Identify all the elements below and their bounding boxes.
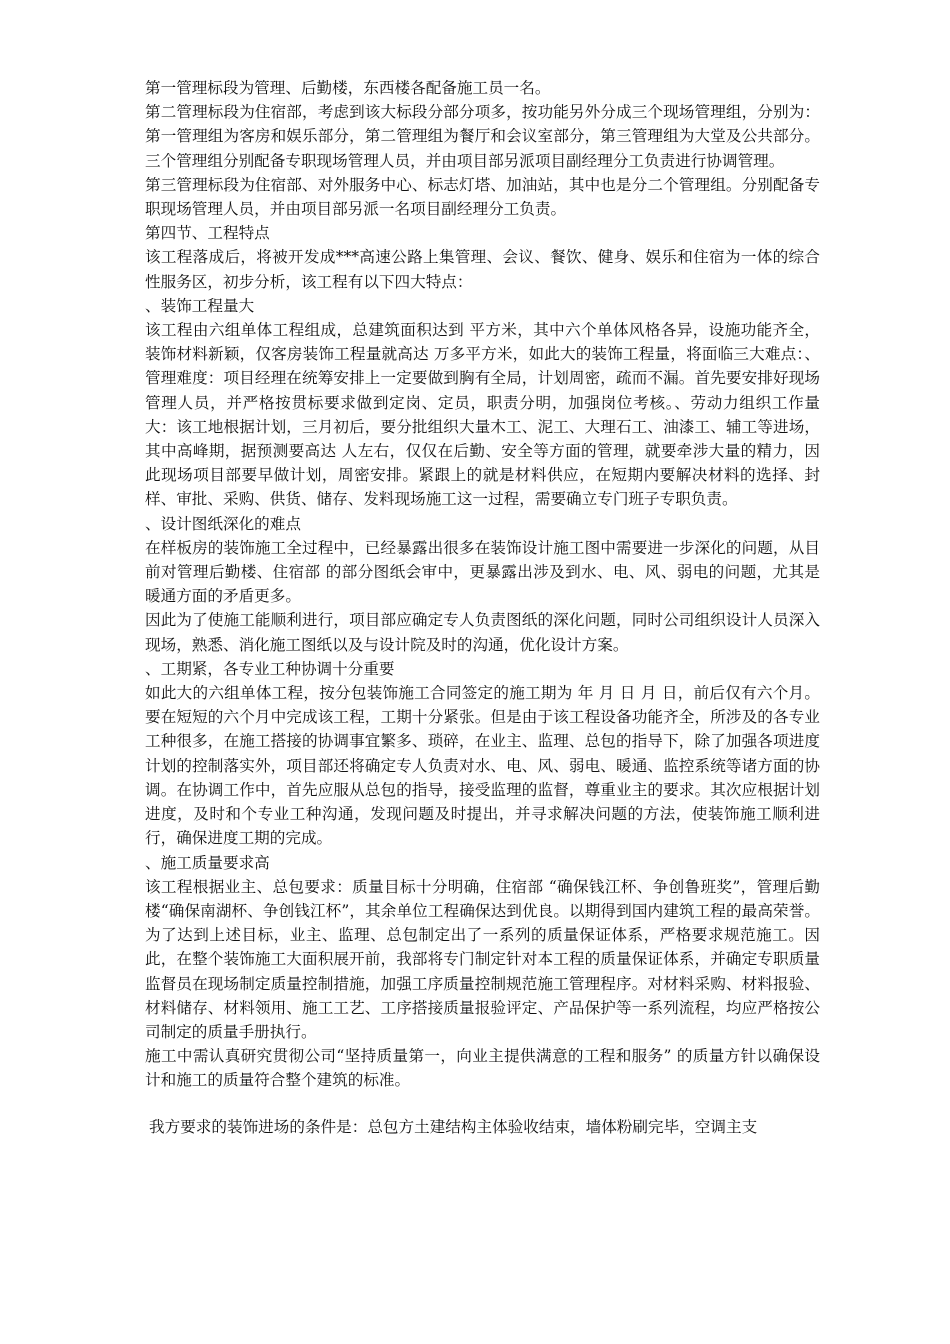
paragraph-gap: [145, 1093, 820, 1115]
subheading-drawing-deepening: 、设计图纸深化的难点: [145, 514, 301, 533]
section-heading-project-features: 第四节、工程特点: [145, 224, 270, 243]
paragraph-management-section-3: 第三管理标段为住宿部、对外服务中心、标志灯塔、加油站，其中也是分二个管理组。分别配备专职现场管理人员，并由项目部另派一名项目副经理分工负责。: [145, 175, 820, 219]
paragraph-quality-requirements: 该工程根据业主、总包要求：质量目标十分明确，住宿部 “确保钱江杯、争创鲁班奖”，管理后勤楼“确保南湖杯、争创钱江杯”，其余单位工程确保达到优良。以期得到国内建筑工程的最高荣誉。为了达到上述目标，业主、监理、总包制定出了一系列的质量保证体系，严格要求规范施工。因此，在整个装饰施工大面积展开前，我部将专门制定针对本工程的质量保证体系，并确定专职质量监督员在现场制定质量控制措施，加强工序质量控制规范施工管理程序。对材料采购、材料报验、材料储存、材料领用、施工工艺、工序搭接质量报验评定、产品保护等一系列流程，均应严格按公司制定的质量手册执行。: [145, 877, 820, 1041]
paragraph-quality-policy: 施工中需认真研究贯彻公司“坚持质量第一，向业主提供满意的工程和服务” 的质量方针以确保设计和施工的质量符合整个建筑的标准。: [145, 1047, 820, 1090]
paragraph-management-section-1: 第一管理标段为管理、后勤楼，东西楼各配备施工员一名。: [145, 79, 551, 97]
paragraph-schedule-coordination: 如此大的六组单体工程，按分包装饰施工合同签定的施工期为 年 月 日 月 日，前后仅有六个月。要在短短的六个月中完成该工程，工期十分紧张。但是由于该工程设备功能齐全，所涉及的各专业工种很多，在施工搭接的协调事宜繁多、琐碎，在业主、监理、总包的指导下，除了加强各项进度计划的控制落实外，项目部还将确定专人负责对水、电、风、弱电、暖通、监控系统等诸方面的协调。在协调工作中，首先应服从总包的指导，接受监理的监督，尊重业主的要求。其次应根据计划进度，及时和个专业工种沟通，发现问题及时提出，并寻求解决问题的方法，使装饰施工顺利进行，确保进度工期的完成。: [145, 684, 820, 848]
subheading-decoration-volume: 、装饰工程量大: [145, 296, 255, 315]
document-body: [145, 76, 820, 1139]
subheading-schedule-coordination: 、工期紧，各专业工种协调十分重要: [145, 659, 395, 678]
paragraph-project-overview: 该工程落成后，将被开发成***高速公路上集管理、会议、餐饮、健身、娱乐和住宿为一体的综合性服务区，初步分析，该工程有以下四大特点：: [145, 248, 820, 291]
paragraph-drawing-issues: 在样板房的装饰施工全过程中，已经暴露出很多在装饰设计施工图中需要进一步深化的问题，从目前对管理后勤楼、住宿部 的部分图纸会审中，更暴露出涉及到水、电、风、弱电的问题，尤其是暖通方面的矛盾更多。: [145, 538, 820, 606]
paragraph-management-section-2: 第二管理标段为住宿部，考虑到该大标段分部分项多，按功能另外分成三个现场管理组，分别为：第一管理组为客房和娱乐部分，第二管理组为餐厅和会议室部分，第三管理组为大堂及公共部分。三个管理组分别配备专职现场管理人员，并由项目部另派项目副经理分工负责进行协调管理。: [145, 103, 820, 170]
subheading-quality-requirements: 、施工质量要求高: [145, 853, 270, 872]
paragraph-entry-conditions: 我方要求的装饰进场的条件是：总包方土建结构主体验收结束，墙体粉刷完毕，空调主支: [149, 1117, 758, 1136]
paragraph-drawing-solution: 因此为了使施工能顺利进行，项目部应确定专人负责图纸的深化问题，同时公司组织设计人员深入现场，熟悉、消化施工图纸以及与设计院及时的沟通，优化设计方案。: [145, 611, 820, 654]
paragraph-decoration-volume: 该工程由六组单体工程组成，总建筑面积达到 平方米，其中六个单体风格各异，设施功能齐全，装饰材料新颖，仅客房装饰工程量就高达 万多平方米，如此大的装饰工程量，将面临三大难点：、管理难度：项目经理在统筹安排上一定要做到胸有全局，计划周密，疏而不漏。首先要安排好现场管理人员，并严格按贯标要求做到定岗、定员，职责分明，加强岗位考核。、劳动力组织工作量大：该工地根据计划，三月初后，要分批组织大量木工、泥工、大理石工、油漆工、辅工等进场，其中高峰期，据预测要高达 人左右，仅仅在后勤、安全等方面的管理，就要牵涉大量的精力，因此现场项目部要早做计划，周密安排。紧跟上的就是材料供应，在短期内要解决材料的选择、封样、审批、采购、供货、储存、发料现场施工这一过程，需要确立专门班子专职负责。: [145, 321, 820, 509]
